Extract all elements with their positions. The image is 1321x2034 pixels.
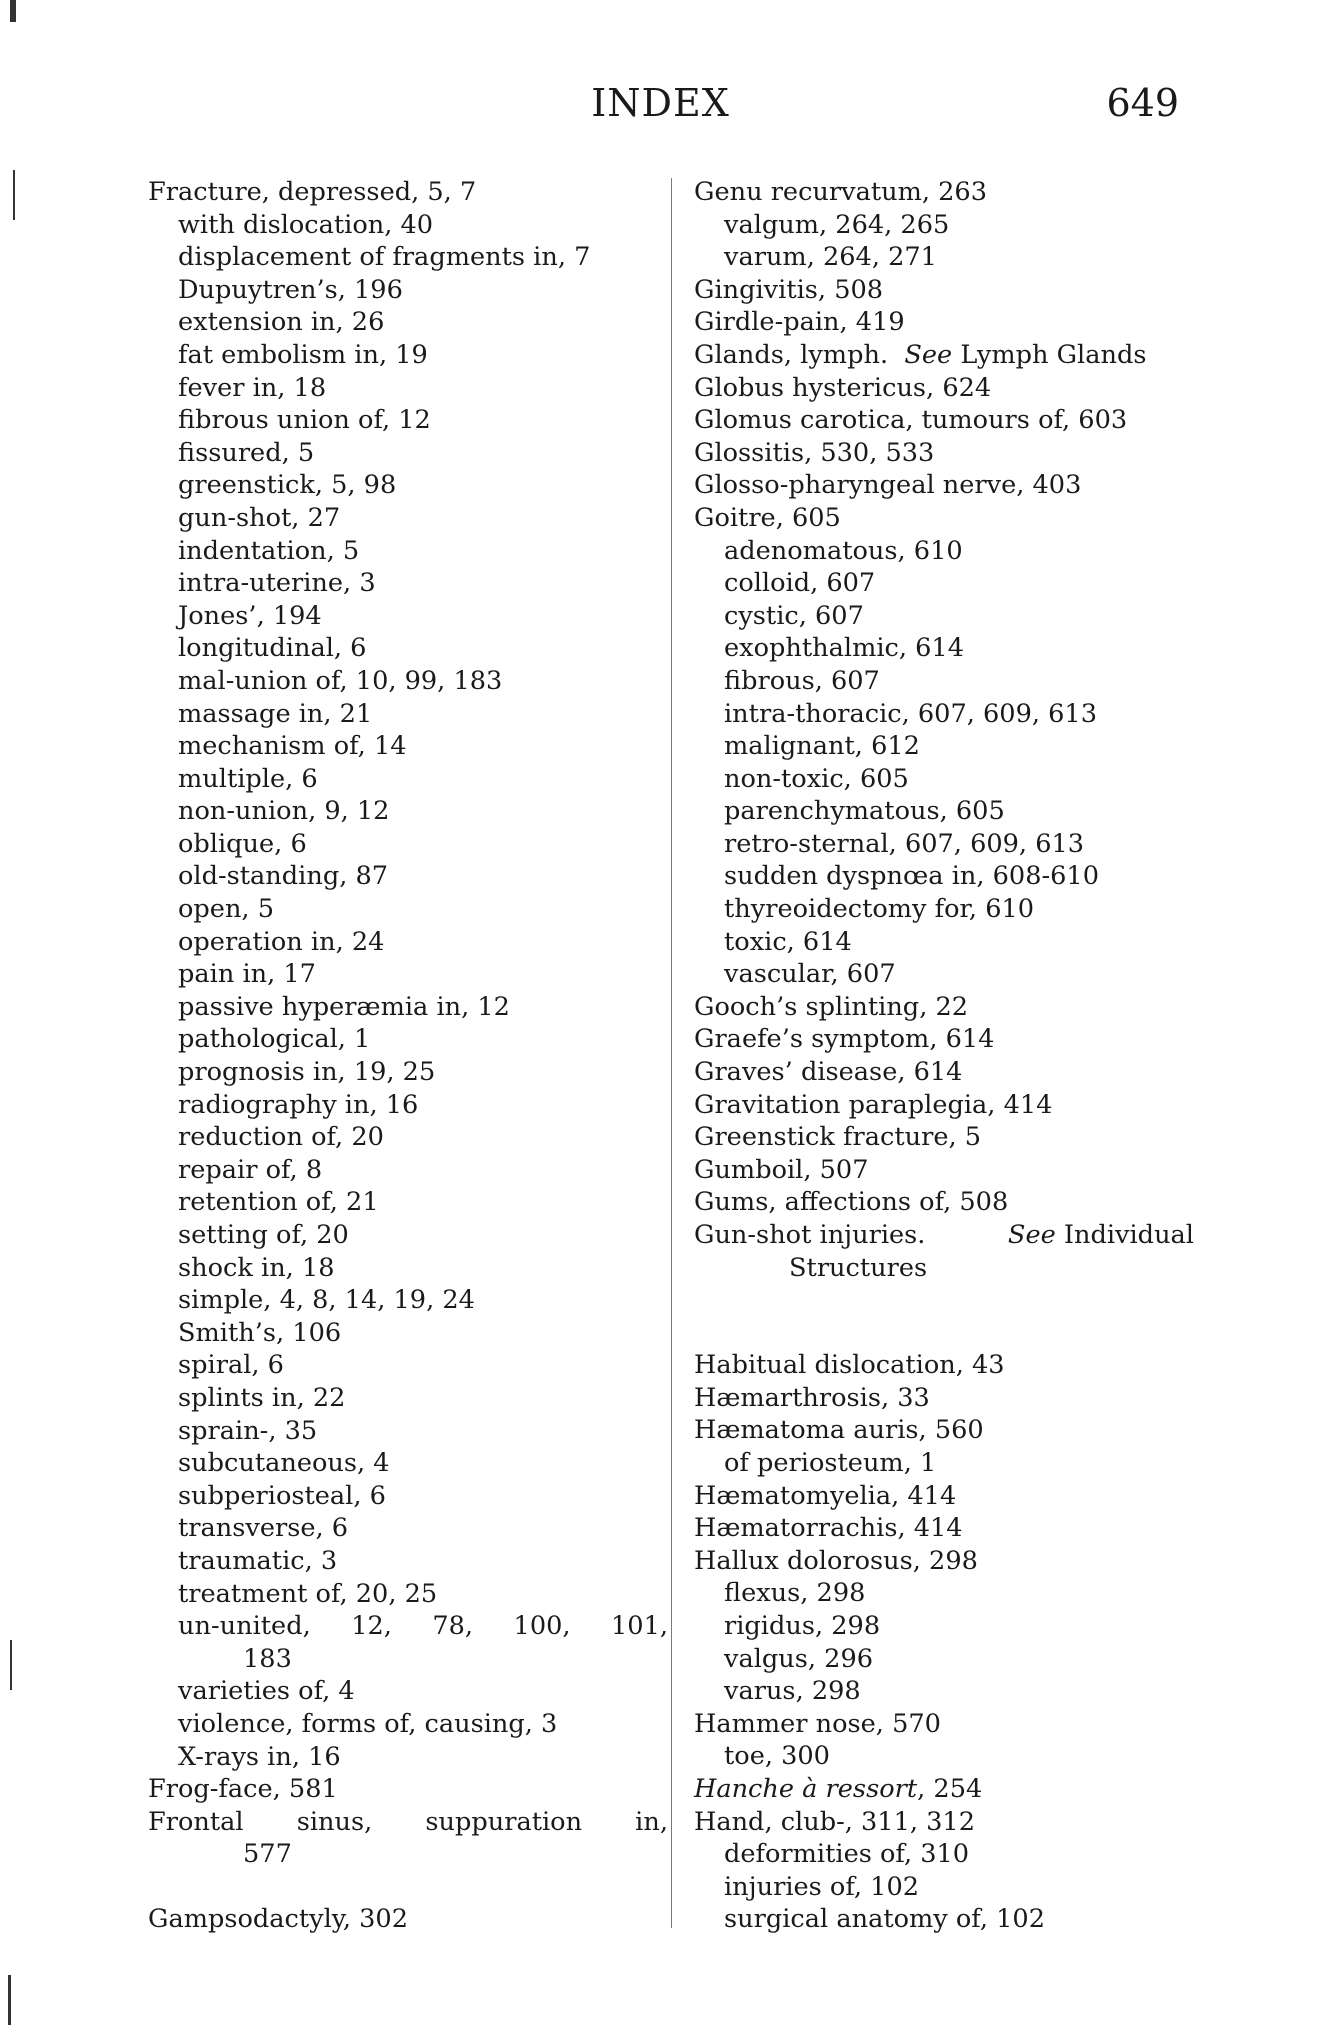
page-title: INDEX [591, 81, 730, 125]
index-subentry: extension in, 26 [178, 307, 385, 338]
index-continuation: Structures [789, 1252, 928, 1283]
index-text: in, [635, 1806, 668, 1837]
index-column-right [694, 176, 1194, 1936]
index-entry: Greenstick fracture, 5 [694, 1122, 982, 1153]
index-subentry: varus, 298 [724, 1676, 861, 1707]
index-text: un-united, [178, 1611, 311, 1642]
index-subentry: radiography in, 16 [178, 1089, 419, 1120]
index-subentry: sprain-, 35 [178, 1415, 318, 1446]
index-subentry: thyreoidectomy for, 610 [724, 894, 1035, 925]
index-subentry: indentation, 5 [178, 535, 360, 566]
index-subentry: reduction of, 20 [178, 1122, 384, 1153]
index-column-left [148, 176, 668, 1936]
index-subentry: operation in, 24 [178, 926, 385, 957]
index-subentry: mal-union of, 10, 99, 183 [178, 665, 503, 696]
index-continuation: 183 [243, 1643, 292, 1674]
page-header [0, 78, 1321, 128]
index-subentry: fibrous union of, 12 [178, 405, 431, 436]
see-reference: See [1007, 1220, 1056, 1250]
index-text: 78, [432, 1611, 474, 1642]
index-subentry: rigidus, 298 [724, 1610, 881, 1641]
index-subentry: pathological, 1 [178, 1024, 371, 1055]
margin-mark [10, 0, 16, 22]
index-subentry: splints in, 22 [178, 1382, 346, 1413]
index-entry: Globus hystericus, 624 [694, 372, 992, 403]
index-entry: Gravitation paraplegia, 414 [694, 1089, 1053, 1120]
index-subentry: longitudinal, 6 [178, 633, 367, 664]
index-subentry: deformities of, 310 [724, 1839, 970, 1870]
index-subentry: non-union, 9, 12 [178, 796, 390, 827]
section-gap [694, 1284, 1194, 1349]
index-entry: Graefe’s symptom, 614 [694, 1024, 995, 1055]
index-subentry: setting of, 20 [178, 1220, 349, 1250]
index-subentry: Dupuytren’s, 196 [178, 274, 403, 305]
index-subentry: cystic, 607 [724, 600, 864, 631]
index-subentry: mechanism of, 14 [178, 731, 407, 762]
index-subentry: adenomatous, 610 [724, 535, 963, 566]
index-entry: Hæmarthrosis, 33 [694, 1382, 930, 1413]
index-entry [694, 1773, 1194, 1806]
index-text: suppuration [425, 1806, 583, 1837]
index-entry: Hammer nose, 570 [694, 1708, 941, 1739]
index-text: Frontal [148, 1806, 244, 1837]
index-subentry: toe, 300 [724, 1741, 830, 1772]
index-entry: Girdle-pain, 419 [694, 307, 905, 338]
index-entry: Glosso-pharyngeal nerve, 403 [694, 470, 1082, 501]
index-subentry: multiple, 6 [178, 763, 318, 794]
index-subentry: traumatic, 3 [178, 1545, 338, 1576]
index-subentry: with dislocation, 40 [178, 209, 434, 240]
index-subentry: treatment of, 20, 25 [178, 1578, 438, 1609]
index-subentry: Jones’, 194 [178, 600, 322, 631]
index-subentry: varieties of, 4 [178, 1676, 355, 1707]
index-entry: Hallux dolorosus, 298 [694, 1545, 978, 1576]
index-entry: Hæmatoma auris, 560 [694, 1415, 984, 1446]
index-subentry: subcutaneous, 4 [178, 1448, 390, 1479]
index-subentry: greenstick, 5, 98 [178, 470, 397, 501]
index-entry: Hæmatomyelia, 414 [694, 1480, 957, 1511]
page-number: 649 [1106, 81, 1179, 125]
index-subentry: valgum, 264, 265 [724, 209, 950, 240]
index-text: Lymph Glands [960, 339, 1147, 370]
index-subentry: exophthalmic, 614 [724, 633, 964, 664]
index-subentry: massage in, 21 [178, 698, 373, 729]
index-entry: Hæmatorrachis, 414 [694, 1513, 963, 1544]
index-text: Individual [1063, 1220, 1194, 1250]
index-subentry: fibrous, 607 [724, 665, 880, 696]
index-text: , 254 [917, 1773, 983, 1804]
index-subentry: varum, 264, 271 [724, 242, 937, 273]
index-subentry: retention of, 21 [178, 1187, 379, 1218]
index-entry [694, 1219, 1194, 1252]
index-subentry: gun-shot, 27 [178, 502, 341, 533]
index-subentry: displacement of fragments in, 7 [178, 242, 591, 273]
index-text: 12, [351, 1611, 392, 1642]
index-entry: Graves’ disease, 614 [694, 1057, 963, 1088]
index-subentry: subperiosteal, 6 [178, 1480, 386, 1511]
index-subentry: repair of, 8 [178, 1154, 323, 1185]
index-subentry: old-standing, 87 [178, 861, 389, 892]
index-subentry: malignant, 612 [724, 731, 920, 762]
index-subentry [148, 1610, 668, 1643]
index-subentry: fat embolism in, 19 [178, 339, 428, 370]
index-text: Gun-shot injuries. [694, 1220, 926, 1250]
index-entry: Frog-face, 581 [148, 1774, 338, 1805]
index-subentry: passive hyperæmia in, 12 [178, 991, 510, 1022]
index-subentry: injuries of, 102 [724, 1871, 920, 1902]
index-subentry: non-toxic, 605 [724, 763, 909, 794]
index-subentry: X-rays in, 16 [178, 1741, 341, 1772]
index-entry: Gumboil, 507 [694, 1154, 869, 1185]
index-subentry: violence, forms of, causing, 3 [178, 1708, 558, 1739]
index-text: Hanche à ressort [694, 1773, 918, 1804]
index-subentry: fissured, 5 [178, 437, 315, 468]
index-subentry: intra-thoracic, 607, 609, 613 [724, 698, 1097, 729]
index-entry: Gums, affections of, 508 [694, 1187, 1009, 1218]
index-subentry: valgus, 296 [724, 1643, 874, 1674]
index-subentry: transverse, 6 [178, 1513, 349, 1544]
margin-mark [8, 1975, 11, 2025]
index-entry: Glomus carotica, tumours of, 603 [694, 405, 1128, 436]
index-text: Glands, lymph. [694, 339, 889, 370]
index-text: 100, [513, 1611, 571, 1642]
index-subentry: sudden dyspnœa in, 608-610 [724, 861, 1099, 892]
index-entry: Genu recurvatum, 263 [694, 177, 988, 207]
index-subentry: surgical anatomy of, 102 [724, 1904, 1045, 1935]
index-subentry: simple, 4, 8, 14, 19, 24 [178, 1285, 475, 1316]
index-subentry: vascular, 607 [724, 959, 896, 990]
index-entry: Gampsodactyly, 302 [148, 1904, 408, 1935]
index-subentry: flexus, 298 [724, 1578, 866, 1609]
margin-mark [10, 1640, 12, 1690]
index-entry: Gingivitis, 508 [694, 274, 884, 305]
index-entry [148, 1806, 668, 1839]
index-continuation: 577 [243, 1839, 292, 1870]
see-reference: See [904, 339, 953, 370]
index-subentry: oblique, 6 [178, 828, 307, 859]
index-entry: Goitre, 605 [694, 502, 841, 533]
index-subentry: Smith’s, 106 [178, 1317, 342, 1348]
index-entry: Habitual dislocation, 43 [694, 1350, 1005, 1381]
margin-mark [13, 170, 15, 220]
index-text: 101, [611, 1611, 668, 1642]
index-entry: Glossitis, 530, 533 [694, 437, 935, 468]
index-subentry: intra-uterine, 3 [178, 568, 376, 599]
index-subentry: fever in, 18 [178, 372, 327, 403]
index-subentry: shock in, 18 [178, 1252, 335, 1283]
index-subentry: parenchymatous, 605 [724, 796, 1005, 827]
index-subentry: pain in, 17 [178, 959, 316, 990]
index-subentry: toxic, 614 [724, 926, 852, 957]
index-entry: Hand, club-, 311, 312 [694, 1806, 975, 1837]
index-entry [694, 339, 1194, 372]
index-text: sinus, [296, 1806, 373, 1837]
index-subentry: colloid, 607 [724, 568, 876, 599]
section-gap [148, 1871, 668, 1904]
index-subentry: prognosis in, 19, 25 [178, 1057, 436, 1088]
column-divider [671, 178, 672, 1928]
index-subentry: spiral, 6 [178, 1350, 284, 1381]
index-entry: Fracture, depressed, 5, 7 [148, 177, 477, 207]
index-subentry: open, 5 [178, 894, 274, 925]
index-entry: Gooch’s splinting, 22 [694, 991, 969, 1022]
index-subentry: of periosteum, 1 [724, 1447, 937, 1478]
index-subentry: retro-sternal, 607, 609, 613 [724, 828, 1085, 859]
